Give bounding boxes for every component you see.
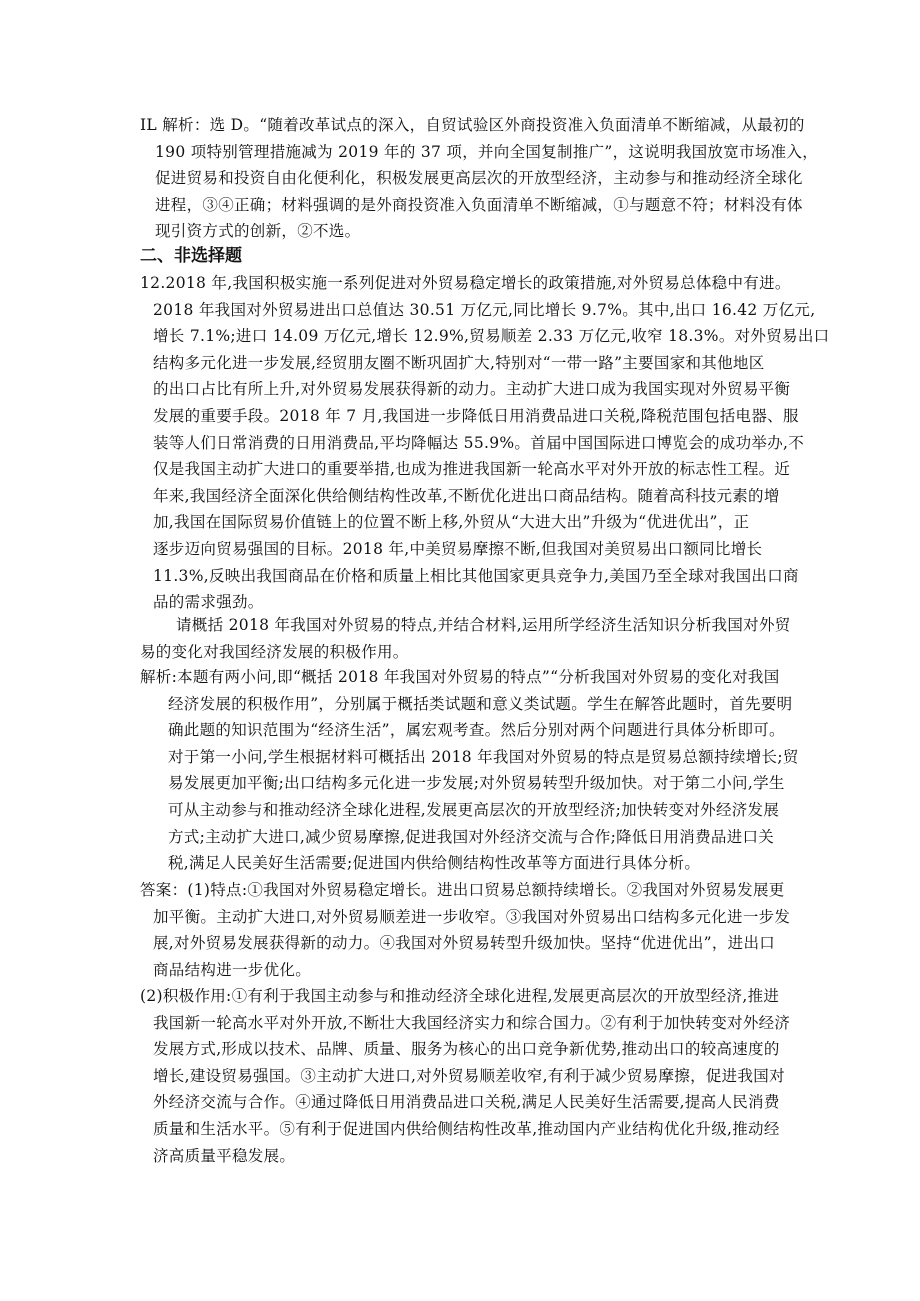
q12-material-line: 仅是我国主动扩大进口的重要举措,也成为推进我国新一轮高水平对外开放的标志性工程。近	[153, 460, 791, 479]
q12-material-line: 结构多元化进一步发展,经贸朋友圈不断巩固扩大,特别对“一带一路”主要国家和其他地区	[153, 353, 765, 372]
q12-analysis-line: 税,满足人民美好生活需要;促进国内供给侧结构性改革等方面进行具体分析。	[168, 854, 701, 873]
q12-material-line: 增长 7.1%;进口 14.09 万亿元,增长 12.9%,贸易顺差 2.33 万亿元,收窄 18.3%。对外贸易出口	[153, 327, 830, 346]
q12-material-line: 加,我国在国际贸易价值链上的位置不断上移,外贸从“大进大出”升级为“优进优出”，正	[153, 513, 750, 532]
q11-line: 现引资方式的创新，②不选。	[155, 222, 361, 241]
q12-answer-part1	[140, 877, 790, 983]
q12-analysis	[140, 664, 799, 877]
q12-analysis-line: 对于第一小问,学生根据材料可概括出 2018 年我国对外贸易的特点是贸易总额持续增长;贸	[168, 747, 799, 766]
q12-material-line: 11.3%,反映出我国商品在价格和质量上相比其他国家更具竞争力,美国乃至全球对我国出口商	[153, 566, 799, 585]
q12-answer-line: 商品结构进一步优化。	[153, 960, 312, 979]
q12-answer-part2	[140, 983, 790, 1169]
q12-question-line: 请概括 2018 年我国对外贸易的特点,并结合材料,运用所学经济生活知识分析我国对外贸	[176, 616, 791, 634]
q12-material-line: 逐步迈向贸易强国的目标。2018 年,中美贸易摩擦不断,但我国对美贸易出口额同比增长	[153, 539, 763, 558]
q11-line: IL 解析：选 D。“随着改革试点的深入，自贸试验区外商投资准入负面清单不断缩减，从最初的	[140, 116, 805, 134]
q12-material-line: 2018 年我国对外贸易进出口总值达 30.51 万亿元,同比增长 9.7%。其中,出口 16.42 万亿元,	[153, 300, 816, 319]
q12-answer-line: 外经济交流与合作。④通过降低日用消费品进口关税,满足人民美好生活需要,提高人民消费	[153, 1093, 780, 1112]
q11-line: 190 项特别管理措施减为 2019 年的 37 项，并向全国复制推广”，这说明我国放宽市场准入，	[155, 142, 819, 161]
q12-analysis-line: 经济发展的积极作用”，分别属于概括类试题和意义类试题。学生在解答此题时，首先要明	[168, 694, 793, 713]
q12-question-line: 易的变化对我国经济发展的积极作用。	[140, 642, 409, 661]
q12-material-line: 品的需求强劲。	[153, 593, 264, 612]
q12-answer-line: 加平衡。主动扩大进口,对外贸易顺差进一步收窄。③我国对外贸易出口结构多元化进一步发	[153, 907, 791, 926]
q12-material-line: 发展的重要手段。2018 年 7 月,我国进一步降低日用消费品进口关税,降税范围包括电器、服	[153, 406, 799, 425]
q12-material-line: 年来,我国经济全面深化供给侧结构性改革,不断优化进出口商品结构。随着高科技元素的增	[153, 486, 780, 505]
q12-answer-line: 质量和生活水平。⑤有利于促进国内供给侧结构性改革,推动国内产业结构优化升级,推动经	[153, 1119, 780, 1138]
q11-line: 促进贸易和投资自由化便利化，积极发展更高层次的开放型经济，主动参与和推动经济全球化	[155, 169, 803, 188]
q12-answer-line: 增长,建设贸易强国。③主动扩大进口,对外贸易顺差收窄,有利于减少贸易摩擦，促进我国对	[153, 1066, 785, 1085]
q12-answer-line: 发展方式,形成以技术、品牌、质量、服务为核心的出口竞争新优势,推动出口的较高速度的	[153, 1040, 780, 1059]
q12-answer-line: 济高质量平稳发展。	[153, 1146, 296, 1165]
q12-analysis-line: 易发展更加平衡;出口结构多元化进一步发展;对外贸易转型升级加快。对于第二小问,学生	[168, 774, 785, 793]
q12-analysis-line: 方式;主动扩大进口,减少贸易摩擦,促进我国对外经济交流与合作;降低日用消费品进口关	[168, 827, 775, 846]
q12-question	[140, 612, 791, 665]
q11-analysis	[140, 112, 818, 245]
q12-material-line: 的出口占比有所上升,对外贸易发展获得新的动力。主动扩大进口成为我国实现对外贸易平衡	[153, 380, 791, 399]
q12-answer-line: (2)积极作用:①有利于我国主动参与和推动经济全球化进程,发展更高层次的开放型经济,推进	[140, 987, 780, 1005]
q12-answer-line: 展,对外贸易发展获得新的动力。④我国对外贸易转型升级加快。坚持“优进优出”，进出口	[153, 934, 776, 953]
q12-analysis-line: 确此题的知识范围为“经济生活”，属宏观考查。然后分别对两个问题进行具体分析即可。	[168, 721, 785, 740]
q12-answer-line: 答案：(1)特点:①我国对外贸易稳定增长。进出口贸易总额持续增长。②我国对外贸易发展更	[140, 881, 785, 899]
section-heading: 二、非选择题	[140, 246, 242, 266]
q12-answer-line: 我国新一轮高水平对外开放,不断壮大我国经济实力和综合国力。②有利于加快转变对外经济	[153, 1013, 791, 1032]
q12-material-line: 装等人们日常消费的日用消费品,平均降幅达 55.9%。首届中国国际进口博览会的成功举办,不	[153, 433, 805, 452]
q12-analysis-line: 可从主动参与和推动经济全球化进程,发展更高层次的开放型经济;加快转变对外经济发展	[168, 800, 780, 819]
q12-material	[140, 270, 829, 616]
q11-line: 进程，③④正确；材料强调的是外商投资准入负面清单不断缩减，①与题意不符；材料没有体	[155, 195, 803, 214]
q12-material-line: 12.2018 年,我国积极实施一系列促进对外贸易稳定增长的政策措施,对外贸易总体稳中有进。	[140, 274, 791, 292]
q12-analysis-line: 解析:本题有两小问,即“概括 2018 年我国对外贸易的特点”“分析我国对外贸易的变化对我国	[140, 668, 780, 686]
